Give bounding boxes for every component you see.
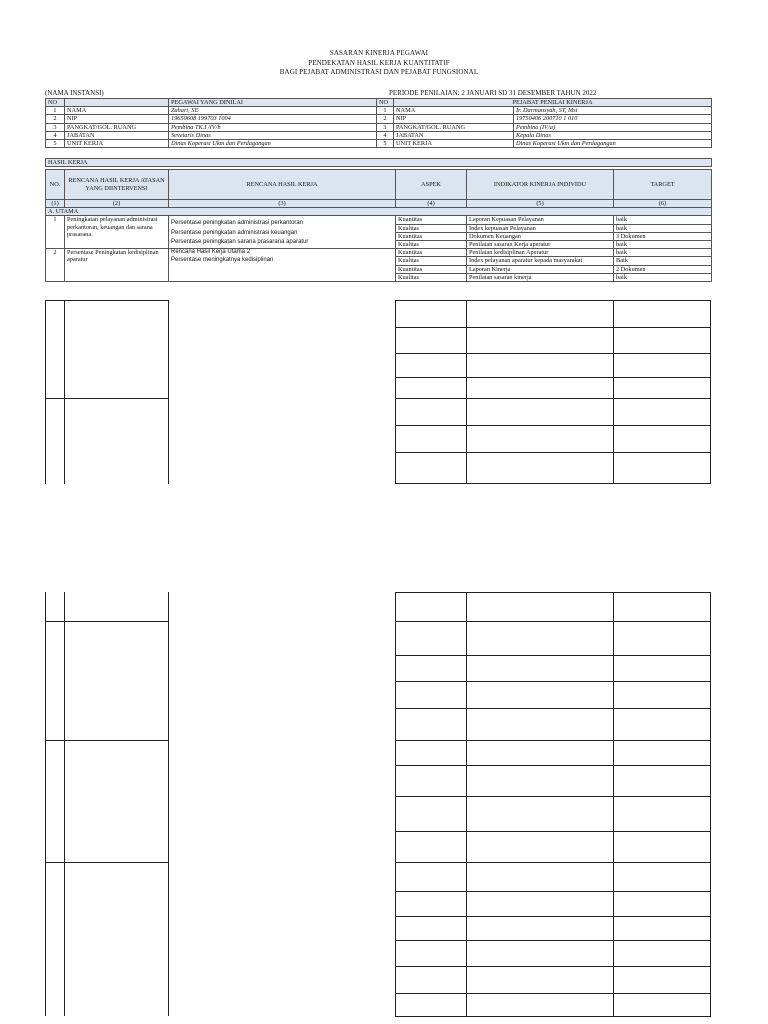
grid-hline xyxy=(45,300,169,301)
identity-pegawai: Zahari, SE xyxy=(169,107,377,115)
identity-penilai: Pembina (IV/a) xyxy=(514,123,712,131)
kerja-row xyxy=(46,249,712,257)
identity-no2: 4 xyxy=(377,131,394,139)
grid-hline xyxy=(45,398,169,399)
identity-penilai: Ir. Darmansyah, ST, Msi xyxy=(514,107,712,115)
identity-label2: UNIT KERJA xyxy=(394,140,514,148)
grid-vline xyxy=(168,300,169,484)
identity-penilai: Dinas Koperasi Ukm dan Perdagangan xyxy=(514,140,712,148)
identity-row xyxy=(46,140,712,148)
identity-penilai: 19750406 200710 1 010 xyxy=(514,115,712,123)
indicator-indikator: Penilaian sasaran kinerja xyxy=(467,273,614,281)
grid-hline xyxy=(395,862,711,863)
grid-hline xyxy=(395,740,711,741)
kerja-row xyxy=(46,216,712,224)
col-num-2: (2) xyxy=(65,200,169,208)
indicator-target: baik xyxy=(614,216,712,224)
indicator-aspek: Kuantitas xyxy=(396,216,467,224)
grid-hline xyxy=(395,1016,711,1017)
rencana-line: Persentase peningkatan administrasi perkantoran xyxy=(171,220,304,227)
hasil-kerja-label: HASIL KERJA xyxy=(46,159,712,167)
col-num-1: (1) xyxy=(46,200,65,208)
identity-row xyxy=(46,131,712,139)
indicator-aspek: Kualitas xyxy=(396,273,467,281)
rencana-line: Rencana Hasil Kerja Utama 2 xyxy=(171,249,251,256)
identity-label: JABATAN xyxy=(65,131,169,139)
grid-hline xyxy=(45,621,169,622)
item-intervensi: Persentase Peningkatan kedisiplinan aparatur xyxy=(65,249,169,282)
identity-no: 5 xyxy=(46,140,65,148)
document-title xyxy=(0,49,758,78)
item-rencana xyxy=(169,249,396,282)
periode-label: PERIODE PENILAIAN: 2 JANUARI SD 31 DESEMBER TAHUN 2022 xyxy=(389,89,597,97)
indicator-aspek: Kuantitas xyxy=(396,232,467,240)
indicator-aspek: Kualitas xyxy=(396,241,467,249)
identity-row xyxy=(46,115,712,123)
indicator-indikator: Laporan Kepuasan Pelayanan xyxy=(467,216,614,224)
identity-no2: 3 xyxy=(377,123,394,131)
indicator-aspek: Kualitas xyxy=(396,257,467,265)
grid-hline xyxy=(395,398,711,399)
identity-pegawai: Sevetaris Dinas xyxy=(169,131,377,139)
indicator-indikator: Dokumen Keuangan xyxy=(467,232,614,240)
grid-hline xyxy=(395,831,711,832)
grid-hline xyxy=(395,765,711,766)
no-header-2: NO xyxy=(377,99,394,107)
grid-vline xyxy=(45,300,46,484)
grid-hline xyxy=(395,353,711,354)
identity-label2: PANGKAT/GOL. RUANG xyxy=(394,123,514,131)
col-no-header: NO. xyxy=(46,170,65,200)
col-intervensi-header: RENCANA HASIL KERJA ATASAN YANG DIINTERVENSI xyxy=(65,170,169,200)
grid-hline xyxy=(395,483,711,484)
grid-hline xyxy=(45,740,169,741)
identity-pegawai: Dinas Koperasi Ukm dan Perdagangan xyxy=(169,140,377,148)
identity-no: 4 xyxy=(46,131,65,139)
indicator-indikator: Penilaian kedisiplinan Aperatur xyxy=(467,249,614,257)
group-utama-label: A. UTAMA xyxy=(46,208,712,216)
col-aspek-header: ASPEK xyxy=(396,170,467,200)
indicator-aspek: Kualitas xyxy=(396,224,467,232)
title-line-3: BAGI PEJABAT ADMINISTRASI DAN PEJABAT FUNGSIONAL xyxy=(279,68,479,77)
identity-no2: 5 xyxy=(377,140,394,148)
grid-hline xyxy=(395,621,711,622)
section-table xyxy=(45,158,712,167)
indicator-target: baik xyxy=(614,241,712,249)
grid-hline xyxy=(395,592,711,593)
col-num-6: (6) xyxy=(614,200,712,208)
indicator-indikator: Penilaian sasaran Kerja aperatur xyxy=(467,241,614,249)
no-header: NO xyxy=(46,99,65,107)
indicator-target: baik xyxy=(614,224,712,232)
indicator-target: baik xyxy=(614,273,712,281)
indicator-target: Baik xyxy=(614,257,712,265)
hasil-kerja-table xyxy=(45,169,712,282)
grid-vline xyxy=(45,592,46,1016)
grid-hline xyxy=(395,425,711,426)
identity-label2: NAMA xyxy=(394,107,514,115)
grid-hline xyxy=(395,452,711,453)
indicator-target: 2 Dokumen xyxy=(614,265,712,273)
identity-pegawai: Pembina TK.I /IV/b xyxy=(169,123,377,131)
indicator-target: baik xyxy=(614,249,712,257)
item-intervensi: Peningkatan pelayanan administrasi perkantoran, keuangan dan sarana prasarana. xyxy=(65,216,169,249)
grid-hline xyxy=(395,993,711,994)
identity-label: PANGKAT/GOL. RUANG xyxy=(65,123,169,131)
item-rencana xyxy=(169,216,396,249)
col-target-header: TARGET xyxy=(614,170,712,200)
grid-hline xyxy=(395,940,711,941)
rencana-line: Persentase meningkatnya kedisiplinan xyxy=(171,256,274,263)
grid-hline xyxy=(395,916,711,917)
col-num-3: (3) xyxy=(169,200,396,208)
penilai-header: PEJABAT PENILAI KINERJA xyxy=(394,99,712,107)
identity-no: 3 xyxy=(46,123,65,131)
identity-table xyxy=(45,98,712,148)
grid-hline xyxy=(395,681,711,682)
indicator-aspek: Kuantitas xyxy=(396,249,467,257)
grid-hline xyxy=(395,327,711,328)
identity-row xyxy=(46,107,712,115)
grid-hline xyxy=(395,377,711,378)
grid-hline xyxy=(395,891,711,892)
identity-row xyxy=(46,123,712,131)
rencana-line: Persentase peningkatan sarana prasarana aparatur xyxy=(171,239,309,246)
title-line-1: SASARAN KINERJA PEGAWAI xyxy=(329,49,429,57)
item-no: 2 xyxy=(46,249,65,282)
title-line-2: PENDEKATAN HASIL KERJA KUANTITATIF xyxy=(308,58,450,67)
col-rencana-header: RENCANA HASIL KERJA xyxy=(169,170,396,200)
identity-penilai: Kepala Dinas xyxy=(514,131,712,139)
grid-vline xyxy=(64,300,65,484)
grid-hline xyxy=(395,966,711,967)
col-num-4: (4) xyxy=(396,200,467,208)
grid-hline xyxy=(395,708,711,709)
grid-hline xyxy=(395,300,711,301)
identity-no: 2 xyxy=(46,115,65,123)
grid-vline xyxy=(168,592,169,1016)
identity-label: UNIT KERJA xyxy=(65,140,169,148)
col-indikator-header: INDIKATOR KINERJA INDIVIDU xyxy=(467,170,614,200)
rencana-line: Persentase peningkatan administrasi keuangan xyxy=(171,229,298,236)
grid-hline xyxy=(45,862,169,863)
identity-no: 1 xyxy=(46,107,65,115)
indicator-indikator: Index pelayanan aparatur kepada masyarakat xyxy=(467,257,614,265)
indicator-indikator: Index kepuasan Pelayanan xyxy=(467,224,614,232)
identity-label: NIP xyxy=(65,115,169,123)
identity-label: NAMA xyxy=(65,107,169,115)
indicator-target: 3 Dokumen xyxy=(614,232,712,240)
grid-hline xyxy=(395,796,711,797)
item-no: 1 xyxy=(46,216,65,249)
instansi-label: (NAMA INSTANSI) xyxy=(45,89,104,97)
identity-no2: 1 xyxy=(377,107,394,115)
identity-pegawai: 19650608 199703 1004 xyxy=(169,115,377,123)
grid-hline xyxy=(395,655,711,656)
pegawai-header: PEGAWAI YANG DINILAI xyxy=(169,99,377,107)
indicator-indikator: Laporan Kinerja xyxy=(467,265,614,273)
indicator-aspek: Kuantitas xyxy=(396,265,467,273)
identity-label2: JABATAN xyxy=(394,131,514,139)
grid-vline xyxy=(64,592,65,1016)
identity-no2: 2 xyxy=(377,115,394,123)
col-num-5: (5) xyxy=(467,200,614,208)
identity-label2: NIP xyxy=(394,115,514,123)
